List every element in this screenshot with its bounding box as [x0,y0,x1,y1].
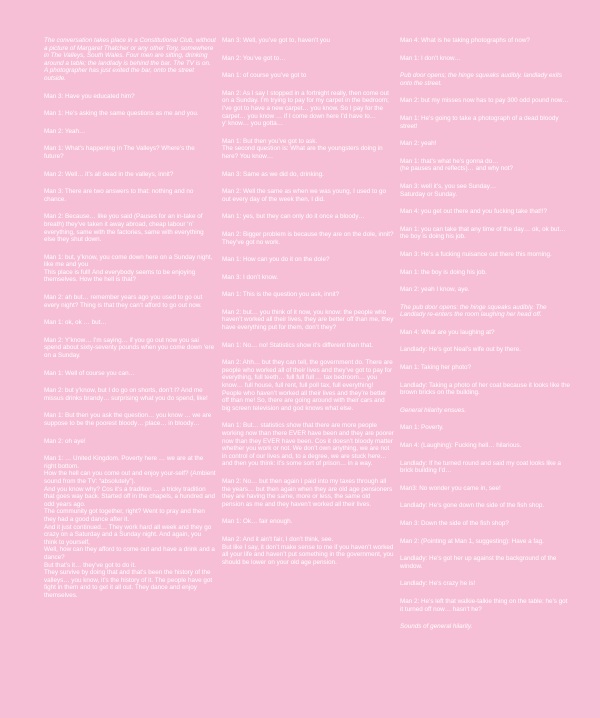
dialogue-line: Man 2: Bigger problem is because they are on the dole, innit? They’ve got no work. [222,230,394,246]
dialogue-line: Landlady: If he turned round and said my coat looks like a brick building I’d… [400,459,562,475]
dialogue-line: Man 1: No… no! Statistics show it’s different than that. [222,341,373,349]
dialogue-line: Man 2: Y’know… I’m saying… if you go out now you sai spend about sixty-seventy pounds when you come down ‘ere on a Sunday. [44,336,215,360]
dialogue-line: Man 4: you get out there and you fucking take that!!? [400,208,548,216]
dialogue-line: Man 2: Well… it’s all dead in the valleys, innit? [44,170,174,178]
dialogue-line: Man 1: How can you do it on the dole? [222,256,330,264]
dialogue-line: Man 1: He’s going to take a photograph of a dead bloody street! [400,114,559,130]
dialogue-line: Man 2: Well the same as when we was young, I used to go out every day of the week then, I did. [222,188,387,203]
stage-direction: The pub door opens: the hinge squeaks audibly. The Landlady re-enters the room laughing her head off. [400,303,547,319]
dialogue-line: Landlady: Taking a photo of her coat because it looks like the brown bricks on the building. [400,381,571,397]
dialogue-line: Man3: No wonder you came in, see! [400,484,501,492]
text-column-2 [222,37,394,718]
dialogue-line: Man 2: but my misses now has to pay 300 odd pound now… [400,97,569,105]
dialogue-line: Man 2: oh aye! [44,437,86,445]
dialogue-line: Man 2: ah but… remember years ago you used to go out every night? Thing is that they can’t afford to go out now. [44,294,203,309]
dialogue-line: Man 1: … United Kingdom. Poverty here … we are at the right bottom. How the hell can you come out and enjoy your-self? (Ambient sound from the TV: “absolutely”). And you know why? Cos it’s a tradition … a tricky tradition that goes way back. Started off in the chapels, a hundred and odd years ago. The community got together, right? Went to pray and then they had a good dance after it. And it just continued… They work hard all week and they go crazy on a Saturday and a Sunday night. And again, you think to yourself, Well, how can they afford to come out and have a drink and a dance? But that’s it… they’ve got to do it. They survive by doing that and that’s been the history of the valleys… you know, it’s the history of it. The people have got fight in them and to get it all out. They dance and enjoy themselves. [44,455,216,599]
stage-direction: Sounds of general hilarity. [400,623,473,631]
dialogue-line: Landlady: He’s gone down the side of the fish shop. [400,502,545,510]
dialogue-line: Man 1: But then you ask the question… you know … we are suppose to be the poorest bloody… place… in bloody… [44,412,212,427]
dialogue-line: Man 1: But then you’ve got to ask. The second question is: What are the youngsters doing in here? You know… [222,137,383,160]
dialogue-line: Man 4: (Laughing): Fucking hell… hilarious. [400,442,522,450]
dialogue-line: Man 1: Taking her photo? [400,364,471,372]
dialogue-line: Man 1: yes, but they can only do it once a bloody… [222,213,365,221]
stage-direction: The conversation takes place in a Constitutional Club, without a picture of Margaret Thatcher or any other Tory, somewhere in The Valleys, South Wales. Four men are sitting, drinking around a table; the landlady is behind the bar. The TV is on. A photographer has just exited the bar, onto the street outside. [44,37,216,82]
dialogue-line: Man 1: Well of course you can… [44,369,135,377]
dialogue-line: Man 1: the boy is doing his job. [400,268,487,276]
dialogue-line: Man 1: but, y’know, you come down here on a Sunday night, like me and you This place is full! And everybody seems to be enjoying themselves. How the hell is that? [44,253,213,284]
dialogue-line: Man 3: Same as we did do, drinking. [222,170,324,178]
dialogue-line: Man 1: This is the question you ask, innit? [222,291,340,299]
dialogue-line: Man 2: Ahh… but they can tell, the government do. There are people who worked all of their lives and they’ve got to pay for everything, full teeth… full full full … tax bedroom… you know… full house, full rent, full poll tax, full everything! People who haven’t worked all their lives and they’re better off than me! So, there are going around with their cars and big screen television and god knows what else. [222,359,393,412]
dialogue-line: Man 3: There are two answers to that: nothing and no chance. [44,188,194,203]
dialogue-line: Man 2: but… you think of it now, you know: the people who haven’t worked all their lives, they are better off than me, they have everything put for them, don’t they? [222,308,394,332]
dialogue-line: Man 3: I don’t know. [222,273,279,281]
dialogue-line: Landlady: He’s got her up against the background of the window. [400,555,557,570]
dialogue-line: Man 2: Because… like you said (Pauses for an in-take of breath) they’ve taken it away abroad, cheap labour ‘n’ everything, same with the factories, same with everything else they shut down. [44,213,204,244]
dialogue-line: Man 3: Have you educated him? [44,92,135,100]
dialogue-line: Landlady: He’s got Neal’s wife out by there. [400,346,521,354]
dialogue-line: Man 1: What’s happening in The Valleys? Where’s the future? [44,145,195,160]
dialogue-line: Man 1: He’s asking the same questions as me and you. [44,110,199,118]
dialogue-line: Landlady: He’s crazy he is! [400,580,476,588]
dialogue-line: Man 4: What are you laughing at? [400,328,495,336]
dialogue-line: Man 3: Down the side of the fish shop? [400,520,509,527]
dialogue-line: Man 1: ok, ok … but… [44,319,107,327]
dialogue-line: Man 1: But… statistics show that there are more people working now than there EVER have been and they are poorer now than they EVER have been. Cos it doesn’t bloody matter whether you work or not. We don’t own anything, we are not in control of our lives and, to a degree, we are stuck here… and then you think: it’s some sort of prison… in a way. [222,422,394,468]
text-column-3 [400,37,572,718]
dialogue-line: Man 2: You’ve got to… [222,54,286,62]
dialogue-line: Man 1: I don’t know… [400,54,461,62]
dialogue-line: Man 1: Poverty. [400,424,444,432]
dialogue-line: Man 2: No… but then again I paid into my taxes through all the years… but then again when they are old age pensioners they are having the same, more or less, the same old pension as me and they haven’t worked all their lives. [222,477,393,508]
dialogue-line: Man 2: As I say I stopped in a fortnight really, then come out on a Sunday. I’m trying to pay for my carpet in the bedroom; I’ve got to have a new carpet… you know. So I pay for the carpet… you know … if I come down here I’d have to… y’ know… you gotta… [222,89,389,128]
text-column-1 [44,37,216,718]
dialogue-line: Man 3: He’s a fucking nuisance out there this morning. [400,250,552,258]
dialogue-line: Man 2: Yeah… [44,127,86,135]
dialogue-line: Man 1: Ok… fair enough. [222,518,293,526]
dialogue-line: Man 2: And it ain’t fair, I don’t think, see. But like I say, it don’t make sense to me if you haven’t worked all your life and haven’t put something in the government, you should be lower on your old age pension. [222,535,394,566]
dialogue-line: Man 3: Well, you’ve got to, haven’t you [222,37,331,44]
dialogue-line: Man 2: yeah! [400,140,437,148]
dialogue-line: Man 4: What is he taking photographs of now? [400,37,530,44]
dialogue-line: Man 2: but y’know, but I do go on shorts, don’t I? And me missus drinks brandy… surprising what you do spend, like! [44,387,208,402]
stage-direction: Pub door opens; the hinge squeaks audibly. landlady exits onto the street. [400,72,562,87]
dialogue-line: Man 1: you can take that any time of the day… ok, ok but… the boy is doing his job. [400,225,566,241]
stage-direction: General hilarity ensues. [400,406,467,414]
dialogue-line: Man 3: well it’s, you see Sunday… Saturday or Sunday. [400,182,497,198]
dialogue-line: Man 1: of course you’ve got to [222,72,307,80]
dialogue-line: Man 2: He’s left that walkie-talkie thing on the table: he’s got it turned off now… hasn’t he? [400,597,568,613]
dialogue-line: Man 1: that’s what he’s gonna do… (he pauses and reflects)… and why not? [400,157,514,173]
dialogue-line: Man 2: (Pointing at Man 1, suggesting): Have a fag. [400,537,544,545]
dialogue-line: Man 2: yeah I know, aye. [400,286,470,294]
